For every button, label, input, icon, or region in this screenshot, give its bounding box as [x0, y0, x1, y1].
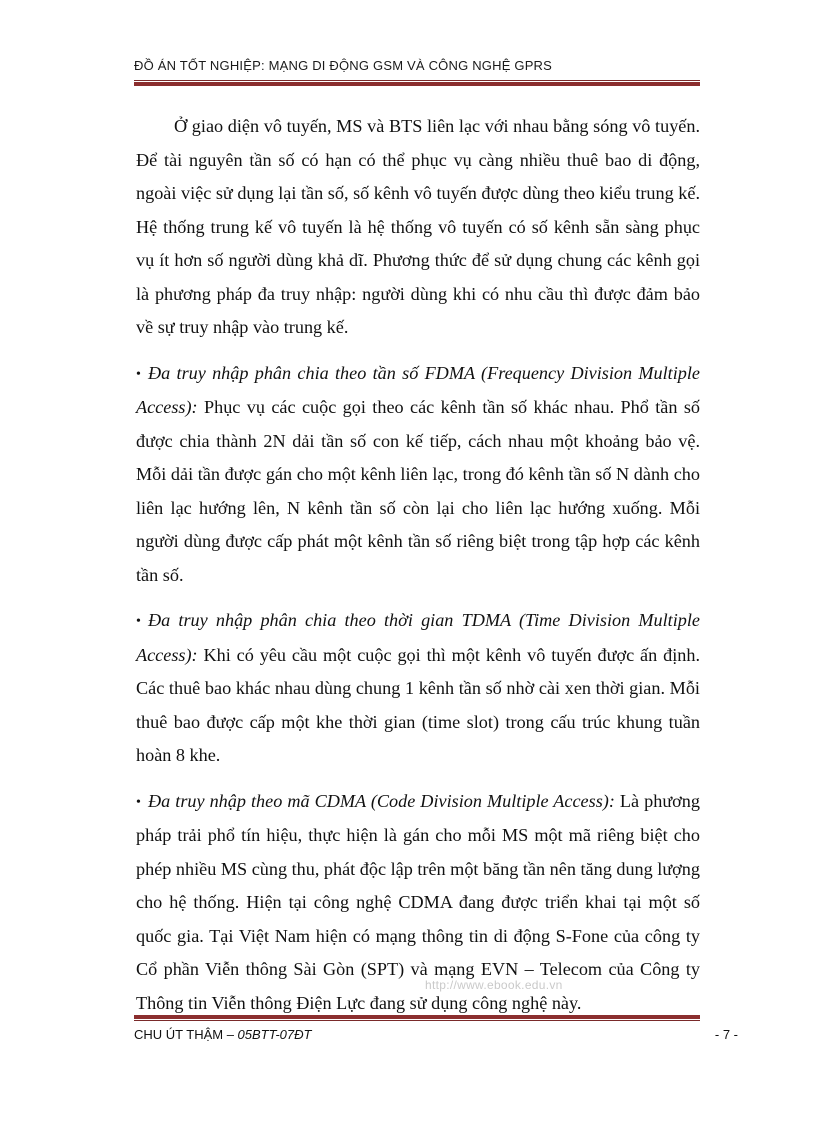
bullet-lead: Đa truy nhập theo mã CDMA (Code Division Multiple Access):	[148, 790, 615, 811]
watermark: http://www.ebook.edu.vn	[425, 978, 563, 992]
footer-class-code: 05BTT-07ĐT	[237, 1027, 312, 1042]
bullet-text: Phục vụ các cuộc gọi theo các kênh tần số khác nhau. Phổ tần số được chia thành 2N dải tần số con kế tiếp, cách nhau một khoảng bảo vệ. Mỗi dải tần được gán cho một kênh liên lạc, trong đó kênh tần số N dành cho liên lạc hướng lên, N kênh tần số còn lại cho liên lạc hướng xuống. Mỗi người dùng được cấp phát một kênh tần số riêng biệt trong tập hợp các kênh tần số.	[136, 397, 700, 585]
bullet-icon	[136, 604, 148, 639]
footer-author	[134, 1027, 311, 1042]
running-header: ĐỒ ÁN TỐT NGHIỆP: MẠNG DI ĐỘNG GSM VÀ CÔNG NGHỆ GPRS	[134, 58, 553, 73]
bullet-cdma	[136, 785, 700, 1021]
bullet-text: Là phương pháp trải phổ tín hiệu, thực hiện là gán cho mỗi MS một mã riêng biệt cho phép nhiều MS cùng thu, phát độc lập trên một băng tần nên tăng dung lượng cho hệ thống. Hiện tại công nghệ CDMA đang được triển khai tại một số quốc gia. Tại Việt Nam hiện có mạng thông tin di động S-Fone của công ty Cổ phần Viễn thông Sài Gòn (SPT) và mạng EVN – Telecom của Công ty Thông tin Viễn thông Điện Lực đang sử dụng công nghệ này.	[136, 790, 700, 1013]
page-body	[136, 110, 700, 1032]
bullet-tdma	[136, 604, 700, 773]
footer-author-name: CHU ÚT THẬM –	[134, 1027, 238, 1042]
bullet-lead: Đa truy nhập phân chia theo thời gian TDMA (Time Division Multiple Access):	[136, 610, 700, 665]
bullet-text: Khi có yêu cầu một cuộc gọi thì một kênh vô tuyến được ấn định. Các thuê bao khác nhau dùng chung 1 kênh tần số nhờ cài xen thời gian. Mỗi thuê bao được cấp một khe thời gian (time slot) trong cấu trúc khung tuần hoàn 8 khe.	[136, 644, 700, 765]
header-divider	[134, 80, 700, 87]
page-number: - 7 -	[714, 1027, 738, 1042]
bullet-icon	[136, 357, 148, 392]
bullet-icon	[136, 785, 148, 820]
bullet-lead: Đa truy nhập phân chia theo tần số FDMA (Frequency Division Multiple Access):	[136, 362, 700, 417]
intro-paragraph: Ở giao diện vô tuyến, MS và BTS liên lạc với nhau bằng sóng vô tuyến. Để tài nguyên tần số có hạn có thể phục vụ càng nhiều thuê bao di động, ngoài việc sử dụng lại tần số, số kênh vô tuyến được dùng theo kiểu trung kế. Hệ thống trung kế vô tuyến là hệ thống vô tuyến có số kênh sẵn sàng phục vụ ít hơn số người dùng khả dĩ. Phương thức để sử dụng chung các kênh gọi là phương pháp đa truy nhập: người dùng khi có nhu cầu thì được đảm bảo về sự truy nhập vào trung kế.	[136, 116, 700, 337]
bullet-fdma	[136, 357, 700, 593]
footer-divider	[134, 1015, 700, 1022]
